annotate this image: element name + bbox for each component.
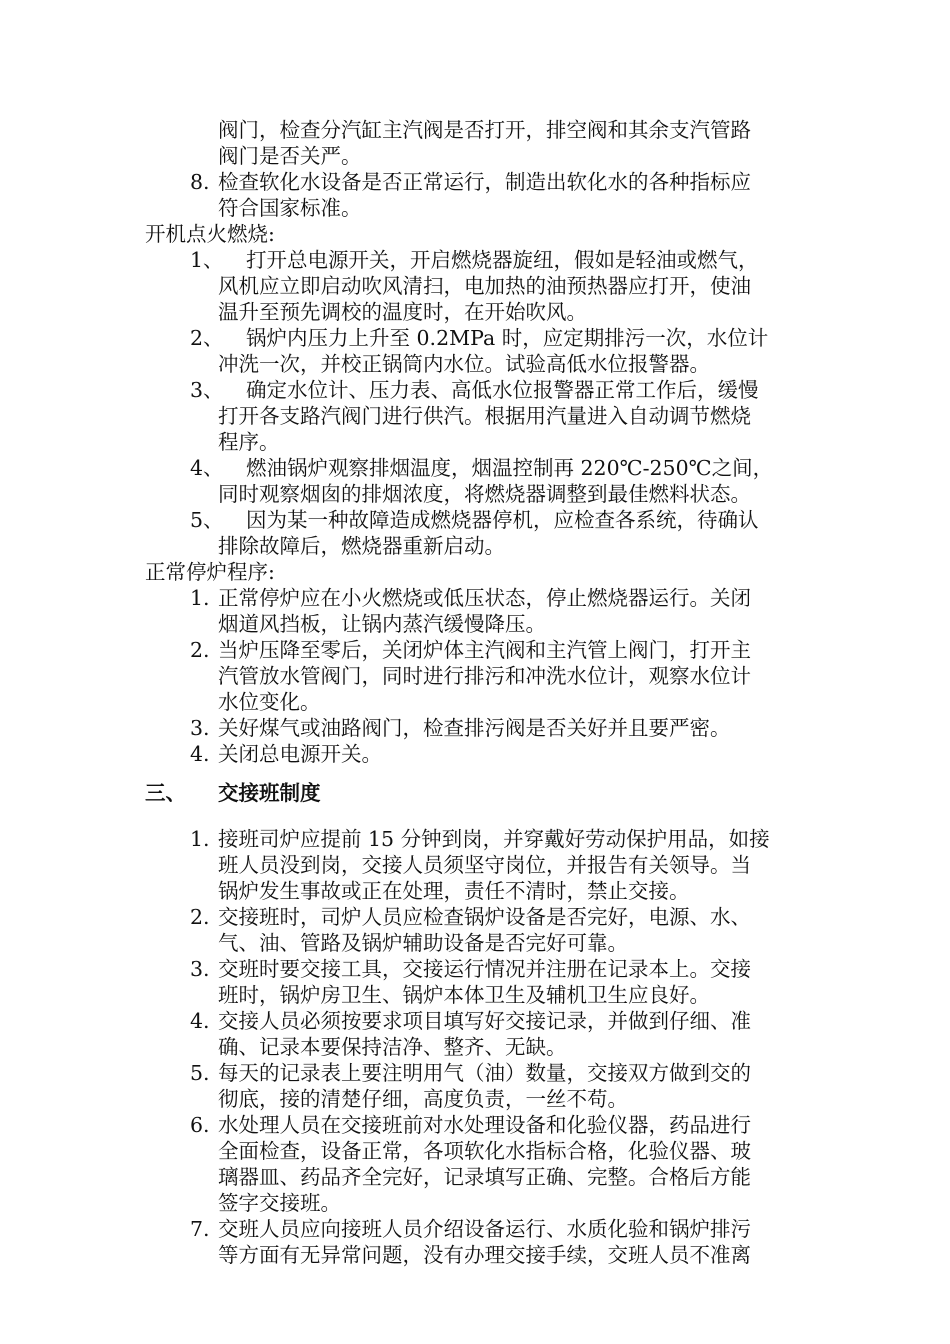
text-line: 班人员没到岗，交接人员须坚守岗位，并报告有关领导。当 bbox=[218, 853, 751, 877]
text-line: 关好煤气或油路阀门，检查排污阀是否关好并且要严密。 bbox=[218, 716, 731, 740]
list-number: 2、 bbox=[190, 326, 224, 350]
text-line: 当炉压降至零后，关闭炉体主汽阀和主汽管上阀门，打开主 bbox=[218, 638, 751, 662]
text-line: 正常停炉应在小火燃烧或低压状态，停止燃烧器运行。关闭 bbox=[218, 586, 751, 610]
text-line: 同时观察烟囱的排烟浓度，将燃烧器调整到最佳燃料状态。 bbox=[218, 482, 751, 506]
text-line: 水位变化。 bbox=[218, 690, 321, 714]
list-number: 5、 bbox=[190, 508, 224, 532]
text-line: 排除故障后，燃烧器重新启动。 bbox=[218, 534, 505, 558]
text-line: 锅炉发生事故或正在处理，责任不清时，禁止交接。 bbox=[218, 879, 690, 903]
text-line: 彻底，接的清楚仔细，高度负责，一丝不苟。 bbox=[218, 1087, 628, 1111]
list-number: 1. bbox=[190, 586, 210, 610]
section-title: 交接班制度 bbox=[218, 781, 321, 805]
list-number: 3. bbox=[190, 957, 210, 981]
text-line: 交接班时，司炉人员应检查锅炉设备是否完好，电源、水、 bbox=[218, 905, 751, 929]
text-line: 水处理人员在交接班前对水处理设备和化验仪器，药品进行 bbox=[218, 1113, 751, 1137]
list-number: 3、 bbox=[190, 378, 224, 402]
text-line: 程序。 bbox=[218, 430, 280, 454]
text-line: 阀门是否关严。 bbox=[218, 144, 362, 168]
text-line: 关闭总电源开关。 bbox=[218, 742, 382, 766]
text-line: 确定水位计、压力表、高低水位报警器正常工作后，缓慢 bbox=[246, 378, 759, 402]
text-line: 确、记录本要保持洁净、整齐、无缺。 bbox=[218, 1035, 567, 1059]
list-number: 8. bbox=[190, 170, 210, 194]
text-line: 全面检查，设备正常，各项软化水指标合格，化验仪器、玻 bbox=[218, 1139, 751, 1163]
list-number: 5. bbox=[190, 1061, 210, 1085]
text-line: 风机应立即启动吹风清扫，电加热的油预热器应打开，使油 bbox=[218, 274, 751, 298]
text-line: 打开各支路汽阀门进行供汽。根据用汽量进入自动调节燃烧 bbox=[218, 404, 751, 428]
subsection-title: 开机点火燃烧: bbox=[145, 222, 275, 246]
text-line: 锅炉内压力上升至 0.2MPa 时，应定期排污一次，水位计 bbox=[246, 326, 769, 350]
text-line: 班时，锅炉房卫生、锅炉本体卫生及辅机卫生应良好。 bbox=[218, 983, 710, 1007]
text-line: 交班时要交接工具，交接运行情况并注册在记录本上。交接 bbox=[218, 957, 751, 981]
text-line: 等方面有无异常问题，没有办理交接手续，交班人员不准离 bbox=[218, 1243, 751, 1267]
text-line: 打开总电源开关，开启燃烧器旋纽，假如是轻油或燃气， bbox=[246, 248, 759, 272]
list-number: 7. bbox=[190, 1217, 210, 1241]
text-line: 温升至预先调校的温度时，在开始吹风。 bbox=[218, 300, 587, 324]
text-line: 阀门，检查分汽缸主汽阀是否打开，排空阀和其余支汽管路 bbox=[218, 118, 751, 142]
text-line: 烟道风挡板，让锅内蒸汽缓慢降压。 bbox=[218, 612, 546, 636]
list-number: 4. bbox=[190, 742, 210, 766]
list-number: 2. bbox=[190, 638, 210, 662]
subsection-title: 正常停炉程序: bbox=[145, 560, 275, 584]
text-line: 签字交接班。 bbox=[218, 1191, 341, 1215]
text-line: 交班人员应向接班人员介绍设备运行、水质化验和锅炉排污 bbox=[218, 1217, 751, 1241]
list-number: 1、 bbox=[190, 248, 224, 272]
text-line: 每天的记录表上要注明用气（油）数量，交接双方做到交的 bbox=[218, 1061, 751, 1085]
list-number: 2. bbox=[190, 905, 210, 929]
list-number: 3. bbox=[190, 716, 210, 740]
text-line: 检查软化水设备是否正常运行，制造出软化水的各种指标应 bbox=[218, 170, 751, 194]
text-line: 璃器皿、药品齐全完好，记录填写正确、完整。合格后方能 bbox=[218, 1165, 751, 1189]
text-line: 汽管放水管阀门，同时进行排污和冲洗水位计，观察水位计 bbox=[218, 664, 751, 688]
text-line: 交接人员必须按要求项目填写好交接记录，并做到仔细、准 bbox=[218, 1009, 751, 1033]
text-line: 因为某一种故障造成燃烧器停机，应检查各系统，待确认 bbox=[246, 508, 759, 532]
text-line: 冲洗一次，并校正锅筒内水位。试验高低水位报警器。 bbox=[218, 352, 710, 376]
list-number: 4、 bbox=[190, 456, 224, 480]
text-line: 接班司炉应提前 15 分钟到岗，并穿戴好劳动保护用品，如接 bbox=[218, 827, 770, 851]
section-number: 三、 bbox=[145, 781, 186, 805]
text-line: 气、油、管路及锅炉辅助设备是否完好可靠。 bbox=[218, 931, 628, 955]
list-number: 6. bbox=[190, 1113, 210, 1137]
text-line: 燃油锅炉观察排烟温度，烟温控制再 220℃-250℃之间， bbox=[246, 456, 774, 480]
text-line: 符合国家标准。 bbox=[218, 196, 362, 220]
list-number: 1. bbox=[190, 827, 210, 851]
list-number: 4. bbox=[190, 1009, 210, 1033]
